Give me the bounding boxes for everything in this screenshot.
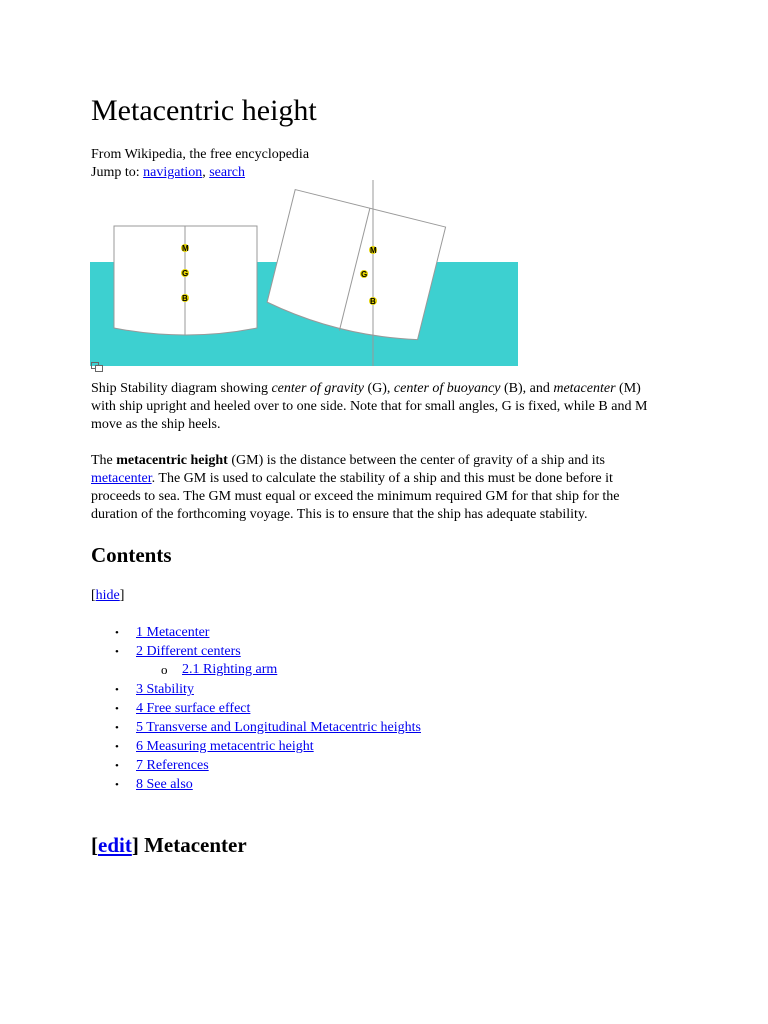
toc-link-see-also[interactable]: 8 See also <box>136 777 193 792</box>
toc-link-free-surface-effect[interactable]: 4 Free surface effect <box>136 701 251 716</box>
search-link[interactable]: search <box>209 165 245 180</box>
toc-link-stability[interactable]: 3 Stability <box>136 682 194 697</box>
section-title: Metacenter <box>138 833 247 857</box>
bracket-open: [ <box>91 833 98 857</box>
ship-stability-diagram[interactable] <box>90 180 518 366</box>
toc-link-different-centers[interactable]: 2 Different centers <box>136 644 241 659</box>
intro-paragraph <box>91 452 666 524</box>
jump-prefix: Jump to: <box>91 165 144 180</box>
bracket-close: ] <box>131 833 139 857</box>
figure-caption <box>91 380 656 434</box>
caption-text: (M) with ship upright and heeled over to one side. Note that for small angles, G is fixed, while B and M move as the ship heels. <box>91 381 648 432</box>
jump-links <box>91 164 245 181</box>
intro-text: The <box>91 453 117 468</box>
toc-item <box>91 624 209 642</box>
toc-item <box>91 738 314 756</box>
metacenter-link[interactable]: metacenter <box>91 471 152 486</box>
toc-item <box>91 661 277 679</box>
intro-text: . The GM is used to calculate the stability of a ship and this must be done before it proceeds to sea. The GM must equal or exceed the minimum required GM for that ship for the duration of the forthcoming voyage. This is to ensure that the ship has adequate stability. <box>91 471 620 522</box>
label-b-heeled: B <box>370 297 376 306</box>
tagline: From Wikipedia, the free encyclopedia <box>91 147 310 162</box>
toc-item <box>91 643 241 661</box>
navigation-link[interactable]: navigation <box>143 165 203 180</box>
caption-buoyancy: center of buoyancy <box>393 381 501 396</box>
toc-item <box>91 776 193 794</box>
bullet: • <box>115 627 119 639</box>
toc-link-righting-arm[interactable]: 2.1 Righting arm <box>182 662 278 677</box>
bracket-close: ] <box>119 588 125 603</box>
caption-text: (G), <box>363 381 394 396</box>
caption-metacenter: metacenter <box>553 381 616 396</box>
bullet: • <box>115 703 119 715</box>
label-m-upright: M <box>182 244 189 253</box>
caption-gravity: center of gravity <box>271 381 364 396</box>
enlarge-icon[interactable] <box>91 362 103 372</box>
toc-item <box>91 719 421 737</box>
bullet: • <box>115 741 119 753</box>
page-title: Metacentric height <box>91 94 317 127</box>
toc-item <box>91 681 194 699</box>
toc-link-metacenter[interactable]: 1 Metacenter <box>136 625 210 640</box>
caption-text: (B), and <box>500 381 554 396</box>
bracket-open: [ <box>91 588 96 603</box>
caption-text: Ship Stability diagram showing <box>91 381 272 396</box>
jump-separator: , <box>202 165 210 180</box>
hide-toc-link[interactable]: hide <box>95 588 120 603</box>
toc-toggle <box>91 587 124 605</box>
bullet: • <box>115 779 119 791</box>
bullet: • <box>115 646 119 658</box>
toc-item <box>91 700 250 718</box>
toc-link-transverse-longitudinal[interactable]: 5 Transverse and Longitudinal Metacentric heights <box>136 720 421 735</box>
label-b-upright: B <box>182 294 188 303</box>
toc-link-references[interactable]: 7 References <box>136 758 209 773</box>
toc-item <box>91 757 209 775</box>
intro-term: metacentric height <box>116 453 228 468</box>
label-g-heeled: G <box>361 270 368 279</box>
intro-text: (GM) is the distance between the center of gravity of a ship and its <box>227 453 605 468</box>
section-heading-metacenter <box>91 831 247 859</box>
edit-section-link[interactable]: edit <box>98 833 132 857</box>
contents-heading: Contents <box>91 543 172 567</box>
label-g-upright: G <box>182 269 189 278</box>
bullet: • <box>115 722 119 734</box>
bullet: • <box>115 684 119 696</box>
bullet: • <box>115 760 119 772</box>
label-m-heeled: M <box>370 246 377 255</box>
toc-link-measuring[interactable]: 6 Measuring metacentric height <box>136 739 314 754</box>
sub-bullet: o <box>161 662 168 677</box>
